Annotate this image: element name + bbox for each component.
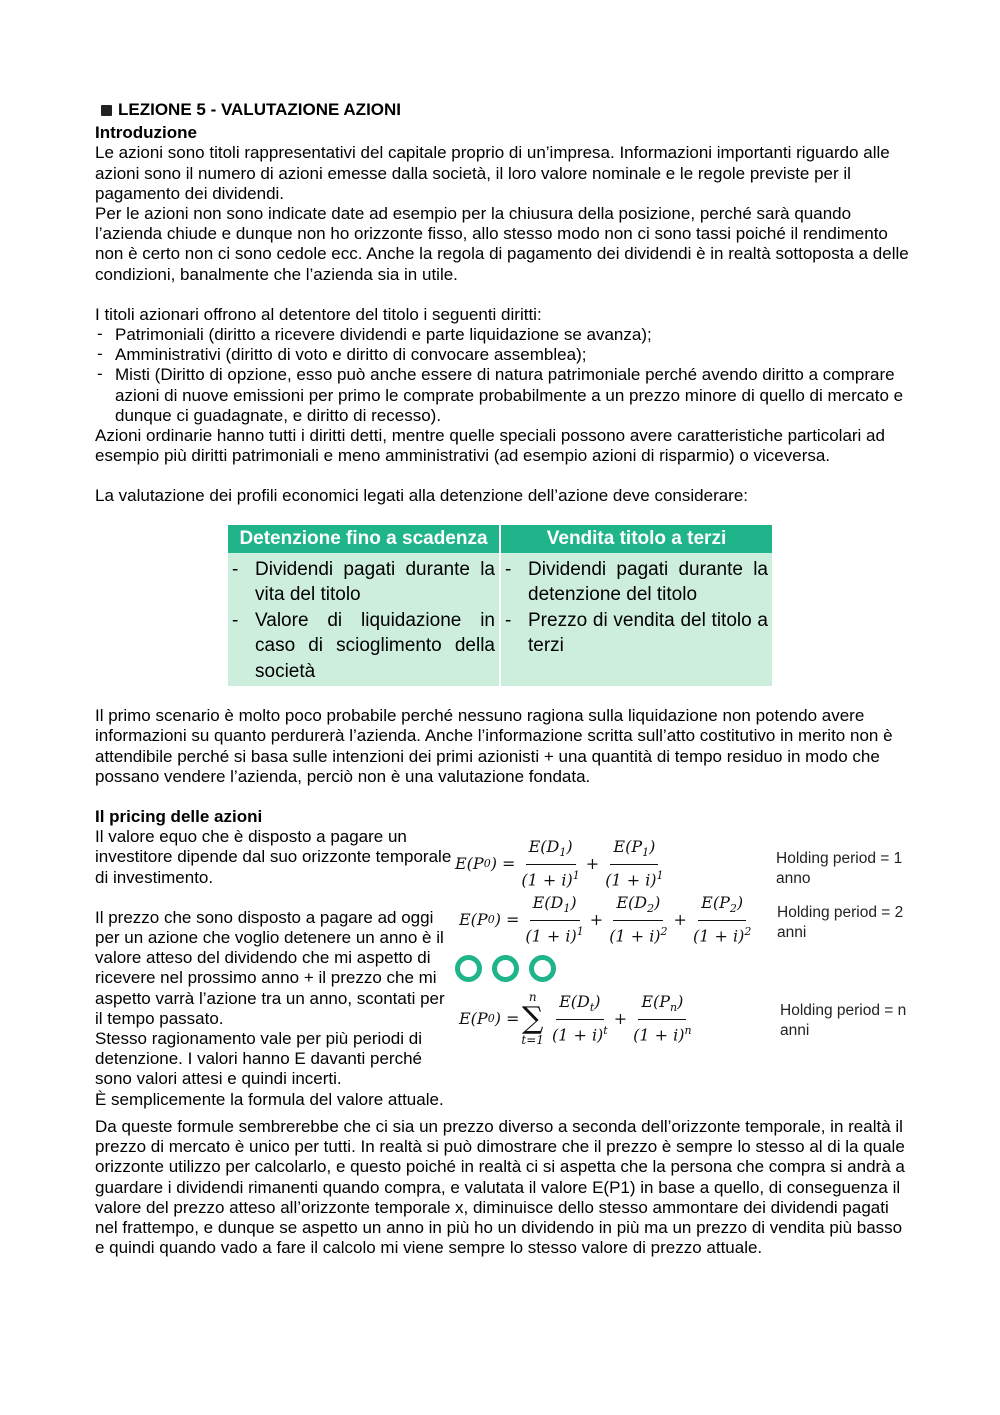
pricing-heading: Il pricing delle azioni	[95, 806, 263, 826]
intro-paragraph-1: Le azioni sono titoli rappresentativi del capitale proprio di un’impresa. Informazioni importanti riguardo alle azioni sono il numero di azioni emesse dalla società, il loro valore nominale e le regole previste per il pagamento dei dividendi.	[95, 143, 890, 203]
table-header: Vendita titolo a terzi	[500, 525, 772, 553]
pricing-section	[95, 807, 915, 1117]
table-list-item: - Dividendi pagati durante la detenzione del titolo	[505, 557, 768, 608]
formula-holding-1: E(P 0 ) = $\frac{E(D_1)}{(1 + i)^1}$ + $\frac{E(P_1)}{(1 + i)^1}$	[455, 836, 664, 890]
pricing-text	[95, 807, 455, 1110]
ring-icon	[529, 955, 556, 982]
valuation-table	[228, 525, 772, 687]
final-paragraph: Da queste formule sembrerebbe che ci sia un prezzo diverso a seconda dell’orizzonte temporale, in realtà il prezzo di mercato è unico per tutti. In realtà si può dimostrare che il prezzo è sempre lo stesso al di la quale orizzonte utilizzo per calcolarlo, e questo poiché in realtà ci si aspetta che la persona che compra si andrà a guardare i dividendi rimanenti quando compra, e valutata il valore E(P1) in base a quello, di conseguenza il valore del prezzo atteso all’orizzonte temporale x, diminuisce dello stesso ammontare dei dividendi pagati nel frattempo, e dunque se aspetto un anno in più ho un dividendo in più ma un prezzo di vendita più basso e quindi quando vado a fare il calcolo mi viene sempre lo stesso valore di prezzo attuale.	[95, 1116, 905, 1258]
intro-paragraph-2: Per le azioni non sono indicate date ad esempio per la chiusura della posizione, perché sarà quando l’azienda chiude e dunque non ho orizzonte fisso, allo stesso modo non ci sono tassi poiché il rendimento non è certo non ci sono cedole ecc. Anche la regola di pagamento dei dividendi è in realtà sottoposta a delle condizioni, banalmente che l’azienda sia in utile.	[95, 204, 909, 284]
holding-period-label-2: Holding period = 2 anni	[777, 903, 904, 942]
ring-icon	[492, 955, 519, 982]
rights-list	[95, 325, 915, 426]
document-page	[95, 100, 915, 1258]
scenario-paragraph: Il primo scenario è molto poco probabile perché nessuno ragiona sulla liquidazione non potendo avere informazioni su quanto perdurerà l’azienda. Anche l’informazione scritta sull’atto costitutivo in merito non è attendibile perché si basa sulle intenzioni dei primi azionisti + una quantità di tempo residuo in modo che possano vendere l’azienda, perciò non è una valutazione fondata.	[95, 706, 893, 786]
holding-period-label-1: Holding period = 1 anno	[776, 849, 903, 888]
holding-period-label-n: Holding period = n anni	[780, 1001, 907, 1040]
intro-heading: Introduzione	[95, 123, 197, 143]
pricing-paragraph-1: Il valore equo che è disposto a pagare un investitore dipende dal suo orizzonte temporale di investimento.	[95, 827, 452, 887]
valuation-intro: La valutazione dei profili economici legati alla detenzione dell’azione deve considerare:	[95, 486, 749, 506]
formulas-figure	[455, 831, 935, 1081]
table-list-item: - Prezzo di vendita del titolo a terzi	[505, 608, 768, 659]
pricing-paragraph-3: Stesso ragionamento vale per più periodi di detenzione. I valori hanno E davanti perché sono valori attesi e quindi incerti.	[95, 1029, 423, 1089]
square-bullet-icon	[101, 105, 112, 116]
formula-holding-2: E(P 0 ) = $\frac{E(D_1)}{(1 + i)^1}$ + $\frac{E(D_2)}{(1 + i)^2}$ + $\frac{E(P_2)}{(1 + i)^2}$	[459, 892, 752, 946]
pricing-paragraph-4: È semplicemente la formula del valore attuale.	[95, 1089, 444, 1109]
rights-after: Azioni ordinarie hanno tutti i diritti detti, mentre quelle speciali possono avere caratteristiche particolari ad esempio più diritti patrimoniali e meno amministrativi (ad esempio azioni di risparmio) o viceversa.	[95, 426, 885, 466]
lesson-title-text: LEZIONE 5 - VALUTAZIONE AZIONI	[118, 100, 402, 119]
valuation-table-wrap	[228, 525, 772, 687]
summation-symbol: n ∑ t=1	[521, 989, 544, 1047]
ellipsis-rings	[455, 955, 566, 982]
table-list-item: - Valore di liquidazione in caso di scioglimento della società	[232, 608, 495, 685]
rights-intro: I titoli azionari offrono al detentore del titolo i seguenti diritti:	[95, 304, 542, 324]
table-cell	[500, 553, 772, 687]
list-item: - Patrimoniali (diritto a ricevere dividendi e parte liquidazione se avanza);	[95, 325, 915, 345]
pricing-paragraph-2: Il prezzo che sono disposto a pagare ad oggi per un azione che voglio detenere un anno è il valore atteso del dividendo che mi aspetto di ricevere nel prossimo anno + il prezzo che mi aspetto varrà l’azione tra un anno, scontati per il tempo passato.	[95, 907, 445, 1028]
lesson-title	[95, 100, 915, 120]
table-list-item: - Dividendi pagati durante la vita del titolo	[232, 557, 495, 608]
table-header: Detenzione fino a scadenza	[228, 525, 500, 553]
list-item: - Amministrativi (diritto di voto e diritto di convocare assemblea);	[95, 345, 915, 365]
formula-holding-n: E(P 0 ) = n ∑ t=1 $\frac{E(D_t)}{(1 + i)^t}$ + $\frac{E(P_n)}{(1 + i)^n}$	[459, 989, 692, 1047]
list-item: - Misti (Diritto di opzione, esso può anche essere di natura patrimoniale perché avendo diritto a comprare azioni di nuove emissioni per primo le comprate probabilmente a un prezzo minore di quello di mercato e dunque ci guadagnate, e diritto di recesso).	[95, 365, 915, 426]
ring-icon	[455, 955, 482, 982]
table-cell	[228, 553, 500, 687]
